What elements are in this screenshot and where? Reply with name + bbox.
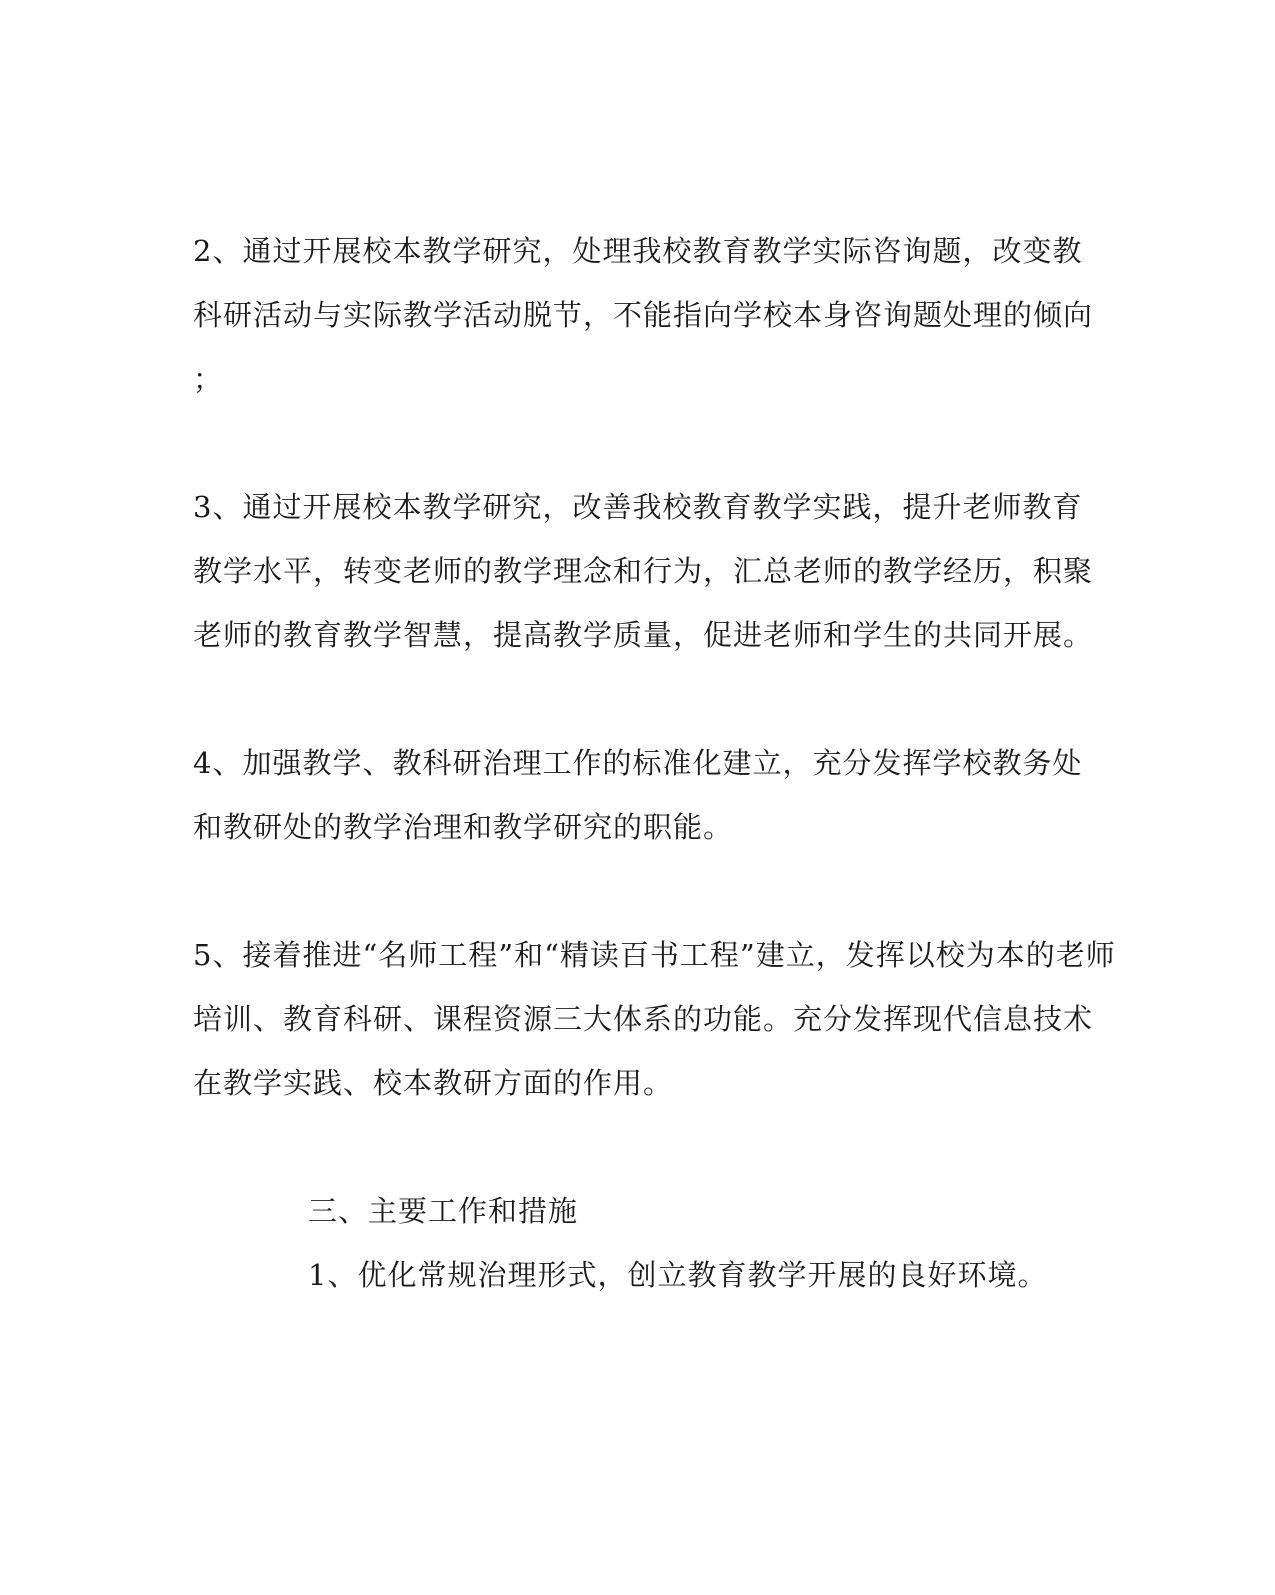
paragraph-4-line-2: 和教研处的教学治理和教学研究的职能。: [193, 810, 734, 844]
paragraph-5-line-2: 培训、教育科研、课程资源三大体系的功能。充分发挥现代信息技术: [193, 1002, 1094, 1036]
paragraph-2-line-3: ；: [193, 362, 224, 396]
paragraph-3-line-3: 老师的教育教学智慧，提高教学质量，促进老师和学生的共同开展。: [193, 618, 1094, 652]
paragraph-2-line-1: 2、通过开展校本教学研究，处理我校教育教学实际咨询题，改变教: [193, 234, 1083, 268]
section-item-1: 1、优化常规治理形式，创立教育教学开展的良好环境。: [308, 1258, 1048, 1292]
paragraph-3-line-2: 教学水平，转变老师的教学理念和行为，汇总老师的教学经历，积聚: [193, 554, 1094, 588]
paragraph-5-line-3: 在教学实践、校本教研方面的作用。: [193, 1066, 674, 1100]
paragraph-4-line-1: 4、加强教学、教科研治理工作的标准化建立，充分发挥学校教务处: [193, 746, 1083, 780]
paragraph-2-line-2: 科研活动与实际教学活动脱节，不能指向学校本身咨询题处理的倾向: [193, 298, 1094, 332]
section-heading: 三、主要工作和措施: [308, 1194, 579, 1228]
paragraph-5-line-1: 5、接着推进“名师工程”和“精读百书工程”建立，发挥以校为本的老师: [193, 938, 1116, 972]
paragraph-3-line-1: 3、通过开展校本教学研究，改善我校教育教学实践，提升老师教育: [193, 490, 1083, 524]
